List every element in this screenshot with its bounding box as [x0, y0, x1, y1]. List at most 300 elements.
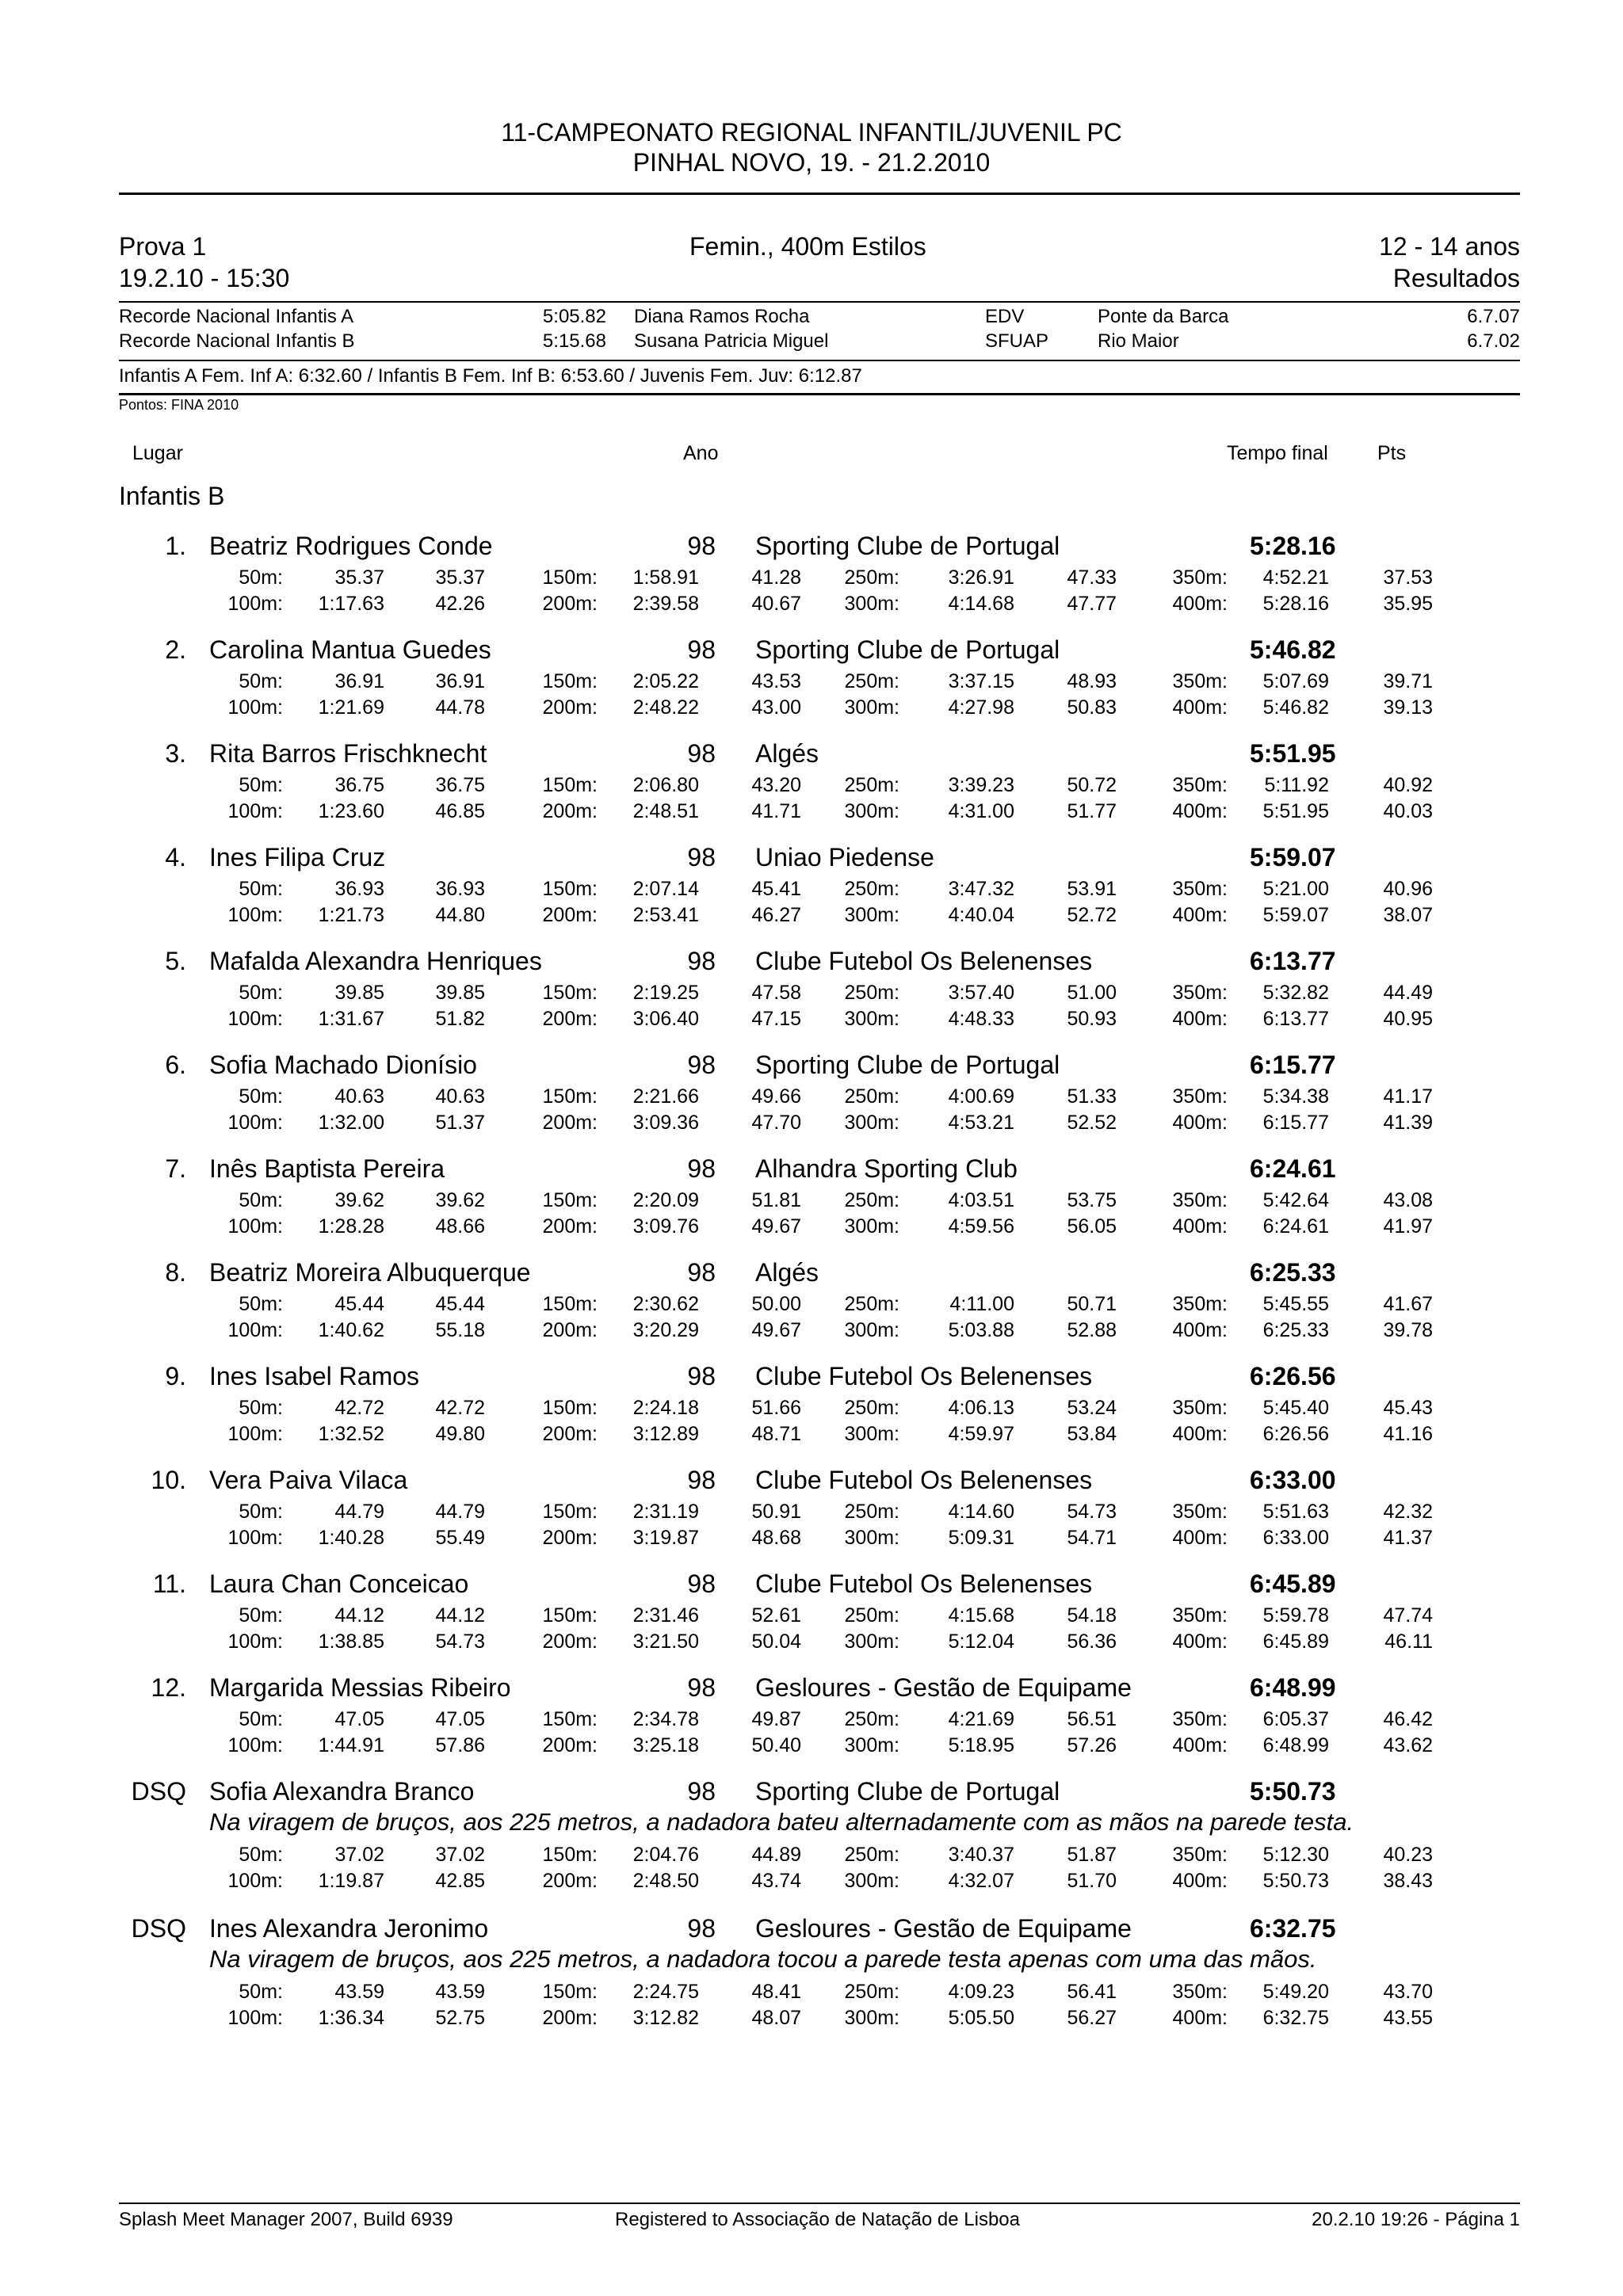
split-distance: 300m: [844, 1630, 899, 1653]
split-distance: 200m: [542, 1008, 598, 1030]
split-lap: 49.87 [751, 1708, 801, 1730]
split-distance: 350m: [1172, 1501, 1228, 1523]
split-lap: 43.74 [751, 1870, 801, 1892]
split-cumulative: 2:05.22 [632, 670, 699, 692]
record-label: Recorde Nacional Infantis B [119, 330, 355, 352]
birth-year: 98 [687, 1362, 716, 1390]
split-cumulative: 5:05.50 [948, 2007, 1014, 2029]
split-distance: 350m: [1172, 1189, 1228, 1211]
split-distance: 200m: [542, 1319, 598, 1341]
split-distance: 400m: [1172, 904, 1228, 926]
split-cumulative: 1:36.34 [318, 2007, 384, 2029]
split-distance: 300m: [844, 800, 899, 822]
split-cumulative: 2:20.09 [632, 1189, 699, 1211]
split-cumulative: 2:53.41 [632, 904, 699, 926]
record-club: EDV [985, 306, 1025, 327]
club-name: Sporting Clube de Portugal [755, 532, 1060, 560]
split-cumulative: 3:57.40 [948, 982, 1014, 1004]
split-cumulative: 37.02 [334, 1844, 384, 1866]
split-distance: 150m: [542, 1844, 598, 1866]
split-distance: 400m: [1172, 800, 1228, 822]
split-lap: 44.80 [435, 904, 485, 926]
split-cumulative: 5:59.78 [1262, 1604, 1329, 1627]
split-distance: 100m: [227, 904, 283, 926]
split-cumulative: 40.63 [334, 1085, 384, 1108]
split-cumulative: 3:09.76 [632, 1215, 699, 1238]
split-cumulative: 3:37.15 [948, 670, 1014, 692]
split-lap: 53.84 [1067, 1423, 1117, 1445]
split-lap: 40.03 [1383, 800, 1433, 822]
swimmer-name: Inês Baptista Pereira [209, 1154, 445, 1183]
split-cumulative: 1:23.60 [318, 800, 384, 822]
split-cumulative: 39.85 [334, 982, 384, 1004]
split-distance: 300m: [844, 593, 899, 615]
split-distance: 150m: [542, 1981, 598, 2003]
split-lap: 47.33 [1067, 566, 1117, 589]
split-lap: 40.67 [751, 593, 801, 615]
split-lap: 52.88 [1067, 1319, 1117, 1341]
split-lap: 51.77 [1067, 800, 1117, 822]
split-lap: 36.91 [435, 670, 485, 692]
swimmer-name: Sofia Machado Dionísio [209, 1051, 477, 1079]
split-cumulative: 3:21.50 [632, 1630, 699, 1653]
final-time: 6:26.56 [1250, 1362, 1336, 1390]
split-distance: 150m: [542, 878, 598, 900]
split-lap: 51.00 [1067, 982, 1117, 1004]
split-cumulative: 1:28.28 [318, 1215, 384, 1238]
record-place: Rio Maior [1098, 330, 1179, 352]
category-heading: Infantis B [119, 482, 225, 510]
club-name: Algés [755, 1258, 819, 1287]
split-cumulative: 5:12.30 [1262, 1844, 1329, 1866]
split-cumulative: 4:53.21 [948, 1112, 1014, 1134]
split-distance: 250m: [844, 1397, 899, 1419]
split-distance: 250m: [844, 1604, 899, 1627]
split-cumulative: 35.37 [334, 566, 384, 589]
split-distance: 150m: [542, 1501, 598, 1523]
split-lap: 44.89 [751, 1844, 801, 1866]
split-lap: 54.18 [1067, 1604, 1117, 1627]
split-distance: 150m: [542, 1397, 598, 1419]
split-lap: 41.97 [1383, 1215, 1433, 1238]
split-distance: 150m: [542, 1708, 598, 1730]
record-club: SFUAP [985, 330, 1049, 352]
split-lap: 52.75 [435, 2007, 485, 2029]
split-distance: 100m: [227, 1734, 283, 1756]
split-cumulative: 47.05 [334, 1708, 384, 1730]
split-lap: 39.62 [435, 1189, 485, 1211]
split-distance: 200m: [542, 2007, 598, 2029]
split-lap: 40.92 [1383, 774, 1433, 796]
split-distance: 50m: [239, 982, 283, 1004]
split-distance: 300m: [844, 1423, 899, 1445]
split-lap: 43.20 [751, 774, 801, 796]
record-time: 5:15.68 [542, 330, 606, 352]
birth-year: 98 [687, 1673, 716, 1702]
split-lap: 41.39 [1383, 1112, 1433, 1134]
split-cumulative: 5:45.55 [1262, 1293, 1329, 1315]
final-time: 6:25.33 [1250, 1258, 1336, 1287]
swimmer-name: Sofia Alexandra Branco [209, 1777, 475, 1806]
split-cumulative: 5:46.82 [1262, 696, 1329, 719]
result-place: 5. [165, 947, 186, 975]
split-lap: 52.72 [1067, 904, 1117, 926]
final-time: 5:50.73 [1250, 1777, 1336, 1806]
split-distance: 250m: [844, 566, 899, 589]
split-lap: 48.07 [751, 2007, 801, 2029]
split-distance: 350m: [1172, 1085, 1228, 1108]
split-distance: 200m: [542, 904, 598, 926]
final-time: 5:46.82 [1250, 635, 1336, 664]
split-distance: 250m: [844, 1293, 899, 1315]
split-lap: 52.52 [1067, 1112, 1117, 1134]
split-cumulative: 5:03.88 [948, 1319, 1014, 1341]
split-distance: 350m: [1172, 1981, 1228, 2003]
records-divider [119, 360, 1520, 361]
final-time: 6:15.77 [1250, 1051, 1336, 1079]
split-distance: 300m: [844, 1870, 899, 1892]
split-cumulative: 5:07.69 [1262, 670, 1329, 692]
split-distance: 250m: [844, 1708, 899, 1730]
split-distance: 400m: [1172, 1423, 1228, 1445]
swimmer-name: Ines Alexandra Jeronimo [209, 1914, 489, 1943]
split-cumulative: 1:32.52 [318, 1423, 384, 1445]
split-lap: 39.85 [435, 982, 485, 1004]
split-lap: 41.71 [751, 800, 801, 822]
result-place: 1. [165, 532, 186, 560]
split-distance: 200m: [542, 1870, 598, 1892]
split-lap: 50.40 [751, 1734, 801, 1756]
split-distance: 150m: [542, 1293, 598, 1315]
split-lap: 43.08 [1383, 1189, 1433, 1211]
result-place: DSQ [131, 1777, 186, 1806]
split-lap: 52.61 [751, 1604, 801, 1627]
event-divider [119, 301, 1520, 303]
split-lap: 47.77 [1067, 593, 1117, 615]
split-cumulative: 4:06.13 [948, 1397, 1014, 1419]
birth-year: 98 [687, 1466, 716, 1494]
split-cumulative: 36.91 [334, 670, 384, 692]
split-lap: 51.66 [751, 1397, 801, 1419]
split-cumulative: 1:19.87 [318, 1870, 384, 1892]
event-phase: Resultados [1392, 264, 1520, 292]
club-name: Clube Futebol Os Belenenses [755, 1569, 1093, 1598]
split-cumulative: 2:48.51 [632, 800, 699, 822]
club-name: Gesloures - Gestão de Equipame [755, 1673, 1132, 1702]
split-distance: 250m: [844, 1085, 899, 1108]
split-lap: 50.83 [1067, 696, 1117, 719]
footer-divider [119, 2203, 1520, 2204]
club-name: Alhandra Sporting Club [755, 1154, 1018, 1183]
split-cumulative: 2:31.46 [632, 1604, 699, 1627]
split-distance: 300m: [844, 1734, 899, 1756]
split-lap: 41.17 [1383, 1085, 1433, 1108]
split-lap: 54.73 [435, 1630, 485, 1653]
split-distance: 300m: [844, 1008, 899, 1030]
split-distance: 50m: [239, 670, 283, 692]
split-cumulative: 6:32.75 [1262, 2007, 1329, 2029]
split-cumulative: 4:15.68 [948, 1604, 1014, 1627]
split-cumulative: 5:28.16 [1262, 593, 1329, 615]
split-cumulative: 6:13.77 [1262, 1008, 1329, 1030]
split-distance: 50m: [239, 1085, 283, 1108]
column-header-place: Lugar [132, 442, 183, 464]
split-cumulative: 5:49.20 [1262, 1981, 1329, 2003]
split-lap: 50.72 [1067, 774, 1117, 796]
split-lap: 43.70 [1383, 1981, 1433, 2003]
split-cumulative: 5:09.31 [948, 1527, 1014, 1549]
split-cumulative: 4:14.68 [948, 593, 1014, 615]
split-distance: 350m: [1172, 982, 1228, 1004]
split-lap: 55.49 [435, 1527, 485, 1549]
split-cumulative: 4:52.21 [1262, 566, 1329, 589]
birth-year: 98 [687, 532, 716, 560]
split-cumulative: 3:40.37 [948, 1844, 1014, 1866]
split-lap: 42.72 [435, 1397, 485, 1419]
result-place: 8. [165, 1258, 186, 1287]
split-lap: 50.93 [1067, 1008, 1117, 1030]
split-cumulative: 1:32.00 [318, 1112, 384, 1134]
split-lap: 53.24 [1067, 1397, 1117, 1419]
split-lap: 57.26 [1067, 1734, 1117, 1756]
split-distance: 350m: [1172, 1604, 1228, 1627]
split-distance: 200m: [542, 1734, 598, 1756]
club-name: Clube Futebol Os Belenenses [755, 1362, 1093, 1390]
final-time: 5:28.16 [1250, 532, 1336, 560]
split-cumulative: 4:59.97 [948, 1423, 1014, 1445]
footer-page-info: 20.2.10 19:26 - Página 1 [1312, 2209, 1520, 2230]
split-cumulative: 36.93 [334, 878, 384, 900]
split-lap: 44.49 [1383, 982, 1433, 1004]
split-cumulative: 2:24.75 [632, 1981, 699, 2003]
split-distance: 150m: [542, 1604, 598, 1627]
split-lap: 49.66 [751, 1085, 801, 1108]
birth-year: 98 [687, 843, 716, 871]
record-time: 5:05.82 [542, 306, 606, 327]
split-lap: 47.15 [751, 1008, 801, 1030]
record-date: 6.7.02 [1467, 330, 1520, 352]
final-time: 6:48.99 [1250, 1673, 1336, 1702]
split-distance: 100m: [227, 696, 283, 719]
split-distance: 350m: [1172, 1293, 1228, 1315]
split-lap: 41.16 [1383, 1423, 1433, 1445]
split-distance: 200m: [542, 696, 598, 719]
split-distance: 300m: [844, 1527, 899, 1549]
column-header-year: Ano [683, 442, 719, 464]
split-cumulative: 3:12.82 [632, 2007, 699, 2029]
swimmer-name: Beatriz Rodrigues Conde [209, 532, 493, 560]
club-name: Algés [755, 739, 819, 768]
split-cumulative: 36.75 [334, 774, 384, 796]
split-cumulative: 5:50.73 [1262, 1870, 1329, 1892]
split-cumulative: 2:34.78 [632, 1708, 699, 1730]
disqualification-note: Na viragem de bruços, aos 225 metros, a nadadora bateu alternadamente com as mãos na parede testa. [209, 1808, 1354, 1836]
split-lap: 44.78 [435, 696, 485, 719]
split-distance: 250m: [844, 1501, 899, 1523]
split-lap: 43.55 [1383, 2007, 1433, 2029]
split-lap: 51.82 [435, 1008, 485, 1030]
split-cumulative: 6:24.61 [1262, 1215, 1329, 1238]
split-lap: 46.27 [751, 904, 801, 926]
split-distance: 350m: [1172, 878, 1228, 900]
split-distance: 300m: [844, 1215, 899, 1238]
split-lap: 38.43 [1383, 1870, 1433, 1892]
split-cumulative: 1:58.91 [632, 566, 699, 589]
split-distance: 250m: [844, 878, 899, 900]
club-name: Clube Futebol Os Belenenses [755, 1466, 1093, 1494]
swimmer-name: Laura Chan Conceicao [209, 1569, 469, 1598]
split-distance: 400m: [1172, 1527, 1228, 1549]
split-cumulative: 2:06.80 [632, 774, 699, 796]
split-distance: 200m: [542, 800, 598, 822]
split-lap: 46.11 [1384, 1630, 1433, 1653]
club-name: Sporting Clube de Portugal [755, 1051, 1060, 1079]
split-lap: 35.37 [435, 566, 485, 589]
split-distance: 350m: [1172, 1708, 1228, 1730]
split-lap: 40.23 [1383, 1844, 1433, 1866]
split-cumulative: 3:06.40 [632, 1008, 699, 1030]
split-lap: 54.73 [1067, 1501, 1117, 1523]
swimmer-name: Mafalda Alexandra Henriques [209, 947, 542, 975]
birth-year: 98 [687, 947, 716, 975]
split-cumulative: 2:31.19 [632, 1501, 699, 1523]
split-lap: 41.37 [1383, 1527, 1433, 1549]
club-name: Sporting Clube de Portugal [755, 1777, 1060, 1806]
document-title: 11-CAMPEONATO REGIONAL INFANTIL/JUVENIL PC [501, 118, 1122, 147]
split-lap: 50.71 [1067, 1293, 1117, 1315]
split-cumulative: 5:18.95 [948, 1734, 1014, 1756]
swimmer-name: Beatriz Moreira Albuquerque [209, 1258, 531, 1287]
split-cumulative: 2:19.25 [632, 982, 699, 1004]
split-cumulative: 2:48.50 [632, 1870, 699, 1892]
split-distance: 50m: [239, 1293, 283, 1315]
result-place: 10. [151, 1466, 186, 1494]
points-note: Pontos: FINA 2010 [119, 397, 239, 413]
club-name: Sporting Clube de Portugal [755, 635, 1060, 664]
split-lap: 43.59 [435, 1981, 485, 2003]
split-cumulative: 4:59.56 [948, 1215, 1014, 1238]
split-cumulative: 4:32.07 [948, 1870, 1014, 1892]
split-distance: 400m: [1172, 1008, 1228, 1030]
split-distance: 350m: [1172, 566, 1228, 589]
split-cumulative: 1:17.63 [318, 593, 384, 615]
split-lap: 43.53 [751, 670, 801, 692]
record-date: 6.7.07 [1467, 306, 1520, 327]
split-lap: 51.37 [435, 1112, 485, 1134]
split-cumulative: 2:21.66 [632, 1085, 699, 1108]
split-distance: 200m: [542, 593, 598, 615]
split-lap: 46.42 [1383, 1708, 1433, 1730]
split-cumulative: 6:26.56 [1262, 1423, 1329, 1445]
split-cumulative: 6:45.89 [1262, 1630, 1329, 1653]
split-distance: 50m: [239, 1397, 283, 1419]
split-distance: 300m: [844, 904, 899, 926]
split-distance: 100m: [227, 593, 283, 615]
split-distance: 50m: [239, 566, 283, 589]
final-time: 5:59.07 [1250, 843, 1336, 871]
split-cumulative: 5:11.92 [1264, 774, 1329, 796]
split-lap: 40.95 [1383, 1008, 1433, 1030]
result-place: 12. [151, 1673, 186, 1702]
split-cumulative: 6:15.77 [1262, 1112, 1329, 1134]
split-cumulative: 5:45.40 [1262, 1397, 1329, 1419]
birth-year: 98 [687, 635, 716, 664]
split-distance: 150m: [542, 1085, 598, 1108]
split-lap: 56.27 [1067, 2007, 1117, 2029]
split-distance: 50m: [239, 1844, 283, 1866]
split-distance: 200m: [542, 1215, 598, 1238]
split-cumulative: 44.12 [334, 1604, 384, 1627]
split-lap: 47.05 [435, 1708, 485, 1730]
split-lap: 48.71 [751, 1423, 801, 1445]
split-lap: 56.51 [1067, 1708, 1117, 1730]
split-cumulative: 1:31.67 [318, 1008, 384, 1030]
split-distance: 100m: [227, 800, 283, 822]
event-age-group: 12 - 14 anos [1379, 232, 1520, 261]
split-lap: 39.13 [1383, 696, 1433, 719]
split-cumulative: 3:20.29 [632, 1319, 699, 1341]
split-cumulative: 1:38.85 [318, 1630, 384, 1653]
split-lap: 48.41 [751, 1981, 801, 2003]
split-cumulative: 4:09.23 [948, 1981, 1014, 2003]
split-cumulative: 6:33.00 [1262, 1527, 1329, 1549]
split-lap: 48.66 [435, 1215, 485, 1238]
footer-software: Splash Meet Manager 2007, Build 6939 [119, 2209, 453, 2230]
split-cumulative: 3:19.87 [632, 1527, 699, 1549]
split-distance: 50m: [239, 1708, 283, 1730]
final-time: 6:24.61 [1250, 1154, 1336, 1183]
split-cumulative: 1:21.73 [318, 904, 384, 926]
club-name: Uniao Piedense [755, 843, 934, 871]
split-lap: 53.75 [1067, 1189, 1117, 1211]
split-distance: 350m: [1172, 670, 1228, 692]
split-lap: 49.67 [751, 1215, 801, 1238]
event-number: Prova 1 [119, 232, 207, 261]
split-distance: 400m: [1172, 1870, 1228, 1892]
split-lap: 43.62 [1383, 1734, 1433, 1756]
split-lap: 56.41 [1067, 1981, 1117, 2003]
split-lap: 56.05 [1067, 1215, 1117, 1238]
split-lap: 51.81 [751, 1189, 801, 1211]
split-lap: 40.63 [435, 1085, 485, 1108]
result-place: 2. [165, 635, 186, 664]
split-cumulative: 6:25.33 [1262, 1319, 1329, 1341]
split-lap: 42.85 [435, 1870, 485, 1892]
split-distance: 150m: [542, 670, 598, 692]
split-distance: 400m: [1172, 1112, 1228, 1134]
split-cumulative: 4:11.00 [949, 1293, 1014, 1315]
split-distance: 200m: [542, 1423, 598, 1445]
split-distance: 250m: [844, 1189, 899, 1211]
split-cumulative: 42.72 [334, 1397, 384, 1419]
result-place: 3. [165, 739, 186, 768]
split-lap: 35.95 [1383, 593, 1433, 615]
split-lap: 55.18 [435, 1319, 485, 1341]
split-cumulative: 5:51.63 [1262, 1501, 1329, 1523]
split-cumulative: 1:40.28 [318, 1527, 384, 1549]
split-lap: 51.70 [1067, 1870, 1117, 1892]
split-cumulative: 43.59 [334, 1981, 384, 2003]
split-distance: 250m: [844, 1981, 899, 2003]
split-distance: 400m: [1172, 1319, 1228, 1341]
record-place: Ponte da Barca [1098, 306, 1229, 327]
split-cumulative: 1:21.69 [318, 696, 384, 719]
split-distance: 200m: [542, 1630, 598, 1653]
document-subtitle: PINHAL NOVO, 19. - 21.2.2010 [632, 148, 991, 177]
split-cumulative: 6:05.37 [1262, 1708, 1329, 1730]
final-time: 5:51.95 [1250, 739, 1336, 768]
split-cumulative: 3:12.89 [632, 1423, 699, 1445]
